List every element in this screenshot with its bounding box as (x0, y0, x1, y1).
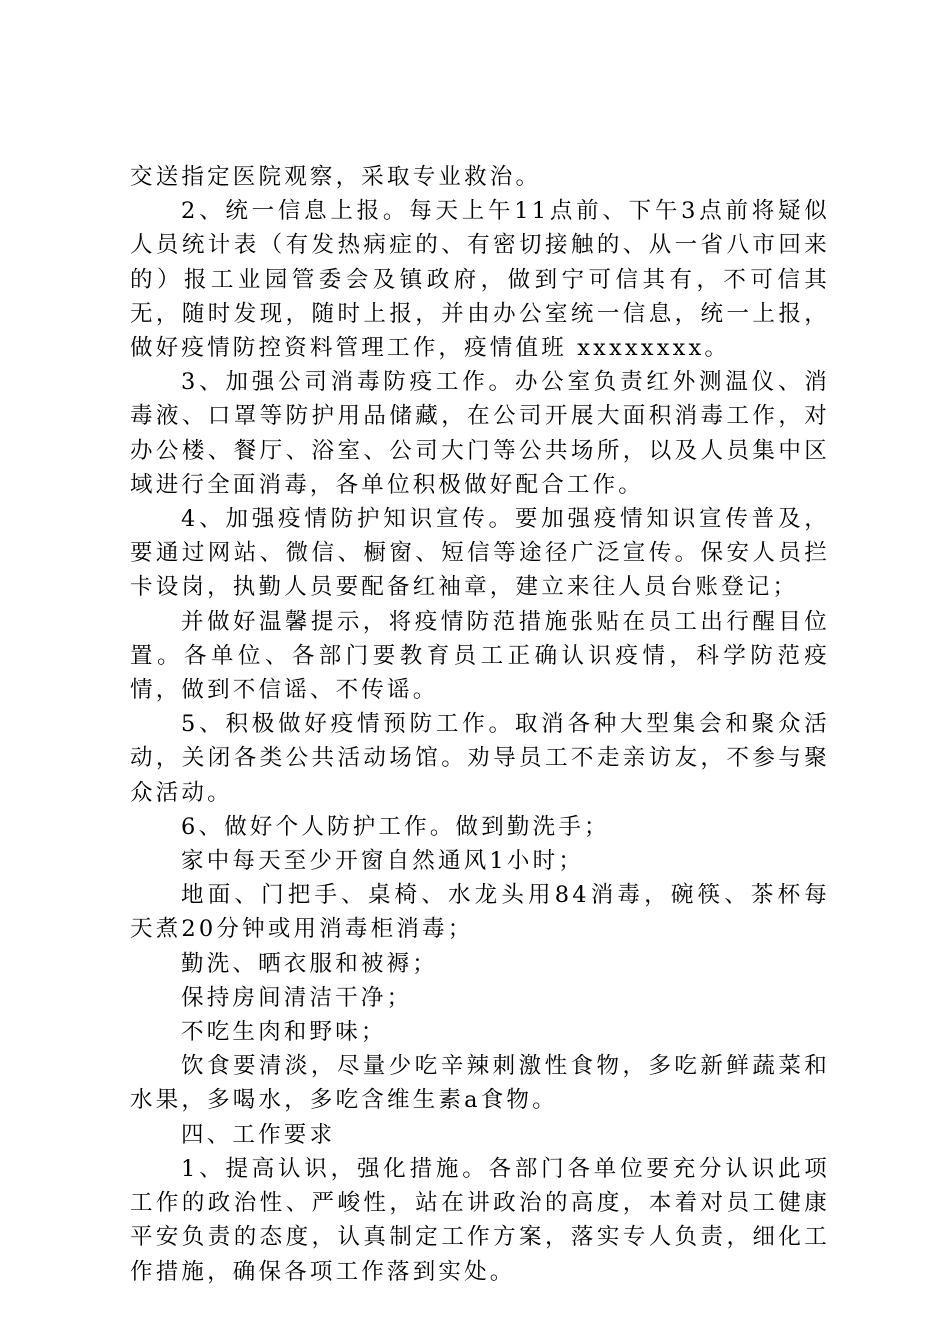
paragraph-11: 保持房间清洁干净； (181, 984, 413, 1011)
paragraph-1: 交送指定医院观察，采取专业救治。 (130, 164, 542, 190)
paragraph-6: 5、积极做好疫情预防工作。取消各种大型集会和聚众活动，关闭各类公共活动场馆。劝导员工不走亲访友，不参与聚众活动。 (130, 711, 830, 806)
paragraph-2: 2、统一信息上报。每天上午11点前、下午3点前将疑似人员统计表（有发热病症的、有密切接触的、从一省八市回来的）报工业园管委会及镇政府，做到宁可信其有，不可信其无，随时发现，随时上报，并由办公室统一信息，统一上报，做好疫情防控资料管理工作，疫情值班 xxxxxxxx。 (130, 198, 830, 362)
paragraph-5: 并做好温馨提示，将疫情防范措施张贴在员工出行醒目位置。各单位、各部门要教育员工正确认识疫情，科学防范疫情，做到不信谣、不传谣。 (130, 608, 830, 704)
paragraph-7: 6、做好个人防护工作。做到勤洗手； (181, 813, 610, 840)
paragraph-10: 勤洗、晒衣服和被褥； (181, 950, 439, 977)
paragraph-4: 4、加强疫情防护知识宣传。要加强疫情知识宣传普及，要通过网站、微信、橱窗、短信等途径广泛宣传。保安人员拦卡设岗，执勤人员要配备红袖章，建立来往人员台账登记； (130, 506, 830, 601)
document-body (130, 160, 830, 1289)
paragraph-13: 饮食要清淡，尽量少吃辛辣刺激性食物，多吃新鲜蔬菜和水果，多喝水，多吃含维生素a食物。 (130, 1053, 830, 1114)
section-heading: 四、工作要求 (181, 1121, 336, 1148)
paragraph-15: 1、提高认识，强化措施。各部门各单位要充分认识此项工作的政治性、严峻性，站在讲政治的高度，本着对员工健康平安负责的态度，认真制定工作方案，落实专人负责，细化工作措施，确保各项工作落到实处。 (130, 1155, 830, 1285)
paragraph-12: 不吃生肉和野味； (181, 1019, 387, 1046)
paragraph-3: 3、加强公司消毒防疫工作。办公室负责红外测温仪、消毒液、口罩等防护用品储藏，在公司开展大面积消毒工作，对办公楼、餐厅、浴室、公司大门等公共场所，以及人员集中区域进行全面消毒，各单位积极做好配合工作。 (130, 369, 830, 498)
paragraph-8: 家中每天至少开窗自然通风1小时； (181, 848, 585, 875)
paragraph-9: 地面、门把手、桌椅、水龙头用84消毒，碗筷、茶杯每天煮20分钟或用消毒柜消毒； (130, 882, 830, 943)
